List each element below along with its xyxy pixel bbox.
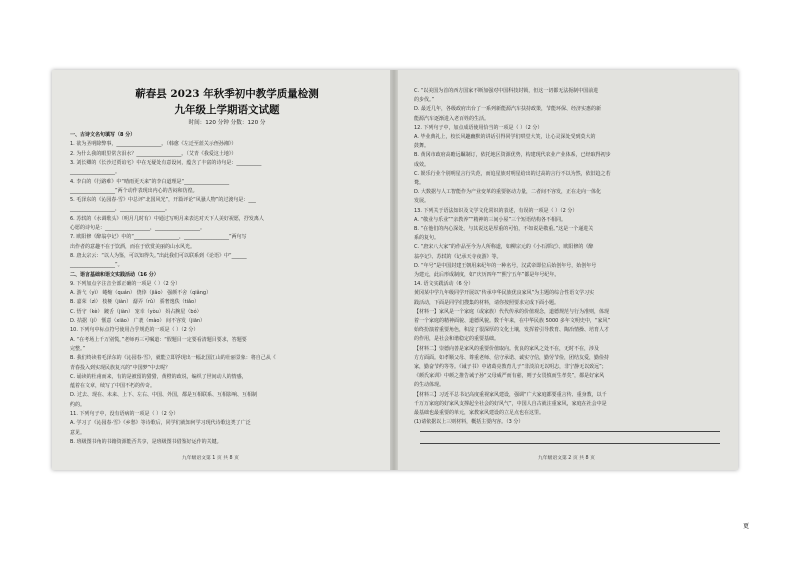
left-text-line: D. 过去、现在、未来、上下、左右、中国、外国，都是互相联系、互相影响、互相制 — [70, 392, 258, 399]
right-text-line: A. 毕业典礼上，校长风趣幽默的讲话引得同学们哄堂大笑，让心灵深处受到莫大的 — [414, 134, 596, 140]
right-text-line: (1)请依据以上三则材料，概括主要内容。（3 分） — [414, 419, 524, 426]
right-text-line: B. 黄冈市政府高瞻远瞩制订，依托地区资源优势，构建现代农业产业体系，已经取得初步 — [414, 152, 611, 159]
book-gutter — [390, 70, 398, 470]
right-text-line: 成效。 — [414, 161, 430, 168]
left-text-line: 9. 下列加点字注音全部正确的一项是（ ）（2 分） — [70, 280, 181, 287]
scanned-exam-spread — [52, 70, 738, 470]
left-text-line: C. 悟守（kè） 踱舌（jiàn） 宠幸（yòu） 妈占腕星（bó） — [70, 308, 202, 315]
exam-meta: 时间：120 分钟 分数：120 分 — [188, 120, 266, 126]
left-text-line: A. 游弋（yì） 蜷缩（quán） 侥倖（jiǎo） 强颜不舍（qiǎng） — [70, 290, 212, 297]
left-text-line: 蕴着在文章，续写了中国不朽的传奇。 — [70, 383, 156, 390]
right-text-line: 【材料二】崇德向善是家风的重要价值取向。优良的家风之处不在，无时不在，涉及 — [414, 345, 600, 352]
left-page — [52, 70, 390, 470]
right-text-line: B. “在他们的内心深处，与其说这是厚重的可怕，不如说是敬重。”这是一个递进关 — [414, 226, 594, 232]
right-text-line: 的生动体现。 — [414, 382, 445, 389]
left-text-line: __________________，__________________。 — [70, 206, 171, 213]
right-text-line: 最基础也最重要的单元，家教家风建设的立足点也在这里。 — [414, 410, 545, 416]
right-text-line: D. “年号”是中国封建王朝用来纪年的一种名号，汉武帝即位后始创年号，始创年号 — [414, 262, 597, 269]
right-text-line: C. 娱乐行业个别明星言行失范，而追星族对明星给出的过高的言行不以为然，依旧趋之若 — [414, 170, 611, 177]
right-text-line: 着一个家庭的精神面貌、道德风貌。数千年来，在中华民族 5000 多年文明史中，“家风” — [414, 318, 611, 324]
right-text-line: 为建元，此后形成制度，如“庆历四年”“熙宁五年”都是年号纪年。 — [414, 272, 560, 278]
right-text-line: 始终扮演着重要角色，积淀了很深厚的文化土壤，发挥着引导教育、陶冶情操、培育人才 — [414, 327, 610, 334]
right-text-line: 践活动，下面是同学们搜集的材料，请你按照要求完成下面小题。 — [414, 299, 560, 306]
left-text-line: 二、语言基础和语文实践活动（16 分） — [70, 271, 159, 278]
left-text-line: 青春投入到实现民族复兴的“中国梦”中去呢？ — [70, 364, 171, 371]
left-text-line: __________________”。 — [70, 262, 123, 269]
left-text-line: 5. 毛泽东的《沁园春·雪》中总评“北国风光”，开篇评论“风骚人物”的过渡句是：___ — [70, 197, 256, 204]
left-text-line: C. 诵读的杜甫而来，有的是被留的猎猎，黄橙的政说，编织了世间动人的情感， — [70, 373, 247, 380]
right-text-line: D. 最近几年，各级政府出台了一系列新能源汽车扶持政策，节能环保、经济实惠的新 — [414, 106, 602, 113]
left-text-line: B. 我们终读着毛泽东的《沁园春·雪》，就能立即浮现出一幅北国江山的壮丽景象：将自己从《 — [70, 355, 276, 362]
answer-line-1 — [420, 431, 720, 432]
right-text-line: 【材料一】家风是一个家庭（或家族）代代传承的价值观念，道德规范与行为准则，体现 — [414, 308, 610, 315]
right-text-line: 发展。 — [414, 198, 430, 205]
exam-subtitle: 九年级上学期语文试题 — [174, 104, 280, 116]
right-text-line: D. 大数据与人工智能作为产业变革的重要驱动力量，二者间不容发，正在走向一体化 — [414, 189, 602, 196]
right-text-line: 黄冈某中学九年级同学开展以“传承中华民族优良家风”为主题的综合性语文学习实 — [414, 290, 595, 297]
left-text-line: 8. 唐太宗云：“以人为鉴，可以知得失。”出此我们可以联系到《论语》中“______ — [70, 252, 247, 259]
right-text-line: 翁亭记》、苏轼的《记承天寺夜游》等。 — [414, 253, 502, 260]
left-text-line: 10. 下列句中标点符号使用合乎规范的一项是（ ）（2 分） — [70, 327, 199, 334]
right-text-line: 14. 语文实践活动（6 分） — [414, 281, 474, 288]
left-text-line: A. 学习了《沁园春·雪》《乡愁》等诗歌后，同学们就知何学习现代诗歌这类了广泛 — [70, 420, 251, 427]
right-text-line: A. “敬业与乐业”“亲教养”“精神的三间小屋”三个短语结构各不相同。 — [414, 216, 567, 223]
right-text-line: 方方面面。如孝顺父母、尊重老师、信守承诺、诚实守信，勤劳节俭，团结友爱，勤俭持 — [414, 354, 610, 361]
left-text-line: B. 班级图书角的书籍资源能否共享，是班级图书借鉴好运作的关键。 — [70, 438, 222, 445]
right-page-footer: 九年级语文第 2 页 共 8 页 — [538, 456, 595, 461]
right-text-line: 鼓舞。 — [414, 143, 430, 150]
left-text-line: 出作者的意趣不在于饮酒，而在于欣赏美丽的山水风光。 — [70, 243, 196, 250]
left-text-line: 心愿的诗句是：__________________，__________________。 — [70, 225, 206, 231]
edge-glyph: 更 — [743, 523, 750, 530]
right-text-line: C. “唐宋八大家”的作品至今为人所称道，如柳宗元的《小石潭记》、欧阳修的《醉 — [414, 244, 594, 251]
left-text-line: __________________。 — [70, 169, 121, 176]
left-text-line: B. 嘉荣（zì） 枝桠（jiàn） 潺弄（rǔ） 骄奢逸佚（tiǎo） — [70, 299, 200, 306]
left-text-line: 约的。 — [70, 401, 86, 408]
left-text-line: 意见。 — [70, 429, 86, 436]
right-text-line: 的步伐。” — [414, 97, 435, 104]
left-text-line: 11. 下列句子中，没有语病的一项是（ ）（2 分） — [70, 411, 179, 417]
left-text-line: 3. 刘长卿的《长沙过贾谊宅》中在无疑处有意设问，蕴含了丰富的诗句是：__________ — [70, 159, 262, 166]
answer-line-2 — [420, 443, 720, 444]
right-page — [398, 70, 738, 470]
right-text-line: 家，勤奋节约等等。《诫子书》中诸葛亮教育儿子“非淡泊无以明志，非宁静无以致远”； — [414, 364, 607, 370]
right-text-line: 的作用，是社会和谐稳定的重要基础。 — [414, 336, 500, 343]
right-text-line: 千万万家庭的好家风支撑起全社会的好风气”，中国人自古就注重家风，家庭在社会中是 — [414, 400, 607, 407]
left-text-line: 4. 李白的《行路难》中“晴雨更天来”的李白道理是“__________________ — [70, 178, 230, 185]
left-text-line: A. “在考场上千万别慌，”老师再三可嘱道：“假题目一定要看清题目要求，答题要 — [70, 336, 247, 343]
right-text-line: 12. 下列句子中，加点成语使用恰当的一项是（ ）（2 分） — [414, 124, 543, 131]
right-text-line: 能源汽车逐渐进入老百姓的生活。 — [414, 115, 490, 122]
left-text-line: 完整。” — [70, 345, 86, 352]
right-text-line: 【材料三】习近平总书记高度重视家风建设，强调“广大家庭都要重言传、重身教，以千 — [414, 391, 607, 398]
left-text-line: 一、古诗文名句填写（8 分） — [70, 132, 136, 138]
right-text-line: 系的复句。 — [414, 235, 440, 242]
left-text-line: 6. 苏轼的《水调歌头》（明月几时有）中通过写明月来表达对天下人美好祝愿，抒发离人 — [70, 215, 264, 222]
left-text-line: __________________”两个动作表现出内心的苦闷和彷徨。 — [70, 187, 198, 194]
right-text-line: C. “以美国为首的西方国家不断加强对中国科技封锁，但这一切都无法扼制中国前进 — [414, 88, 599, 94]
right-text-line: 13. 下列关于语法知识及文学文化常识的表述，有误的一项是（ ）（2 分） — [414, 207, 578, 214]
right-text-line: 《颜氏家训》中颜之推告诫子孙“父母威严而有慈，则子女畏慎而生孝矣”，都是好家风 — [414, 373, 605, 380]
left-page-footer: 九年级语文第 1 页 共 8 页 — [182, 456, 239, 461]
left-text-line: 2. 为什么我的眼里常含泪水？__________________。（艾青《我爱这土地》） — [70, 150, 237, 157]
left-text-line: D. 拮据（jí） 惬意（xiāo） 广袤（mào） 间不容发（jiān） — [70, 318, 206, 324]
right-text-line: 鹜。 — [414, 180, 425, 186]
left-text-line: 1. 欲为圣明除弊事，__________________。（韩愈《左迁至蓝关示侄孙湘》） — [70, 141, 237, 148]
exam-title: 蕲春县 2023 年秋季初中教学质量检测 — [135, 88, 319, 100]
left-text-line: 7. 欧阳修《醉翁亭记》中的“__________________，__________________”两句写 — [70, 234, 247, 241]
